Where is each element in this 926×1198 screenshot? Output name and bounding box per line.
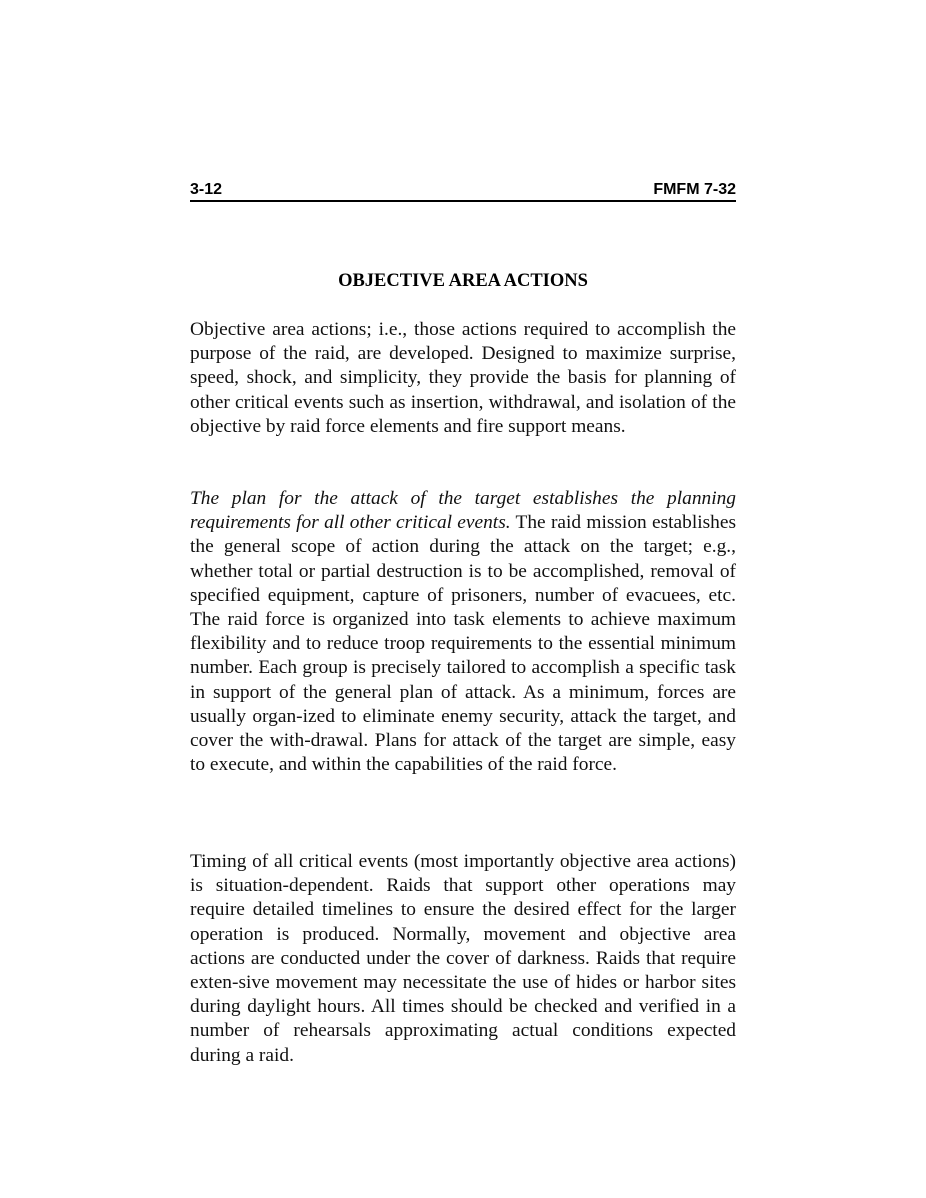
paragraph-2 [190, 487, 736, 777]
page-number: 3-12 [190, 181, 223, 198]
document-id: FMFM 7-32 [653, 181, 736, 198]
paragraph-2-italic-lead: The plan for the attack of the target establishes the planning requirements for all other critical events. [190, 488, 736, 534]
paragraph-1-text: Objective area actions; i.e., those actions required to accomplish the purpose of the raid, are developed. Designed to maximize surprise, speed, shock, and simplicity, they provide the basis for planning of other critical events such as insertion, withdrawal, and isolation of the objective by raid force elements and fire support means. [190, 319, 736, 437]
paragraph-1 [190, 318, 736, 439]
paragraph-3 [190, 850, 736, 1068]
paragraph-3-text: Timing of all critical events (most importantly objective area actions) is situation-dependent. Raids that support other operations may require detailed timelines to ensure the desired effect for the larger operation is produced. Normally, movement and objective area actions are conducted under the cover of darkness. Raids that require exten-sive movement may necessitate the use of hides or harbor sites during daylight hours. All times should be checked and verified in a number of rehearsals approximating actual conditions expected during a raid. [190, 851, 736, 1066]
paragraph-2-text: The raid mission establishes the general scope of action during the attack on the target; e.g., whether total or partial destruction is to be accomplished, removal of specified equipment, capture of prisoners, number of evacuees, etc. The raid force is organized into task elements to achieve maximum flexibility and to reduce troop requirements to the essential minimum number. Each group is precisely tailored to accomplish a specific task in support of the general plan of attack. As a minimum, forces are usually organ-ized to eliminate enemy security, attack the target, and cover the with-drawal. Plans for attack of the target are simple, easy to execute, and within the capabilities of the raid force. [190, 512, 736, 776]
page-header [190, 182, 736, 202]
section-title: OBJECTIVE AREA ACTIONS [338, 271, 588, 291]
